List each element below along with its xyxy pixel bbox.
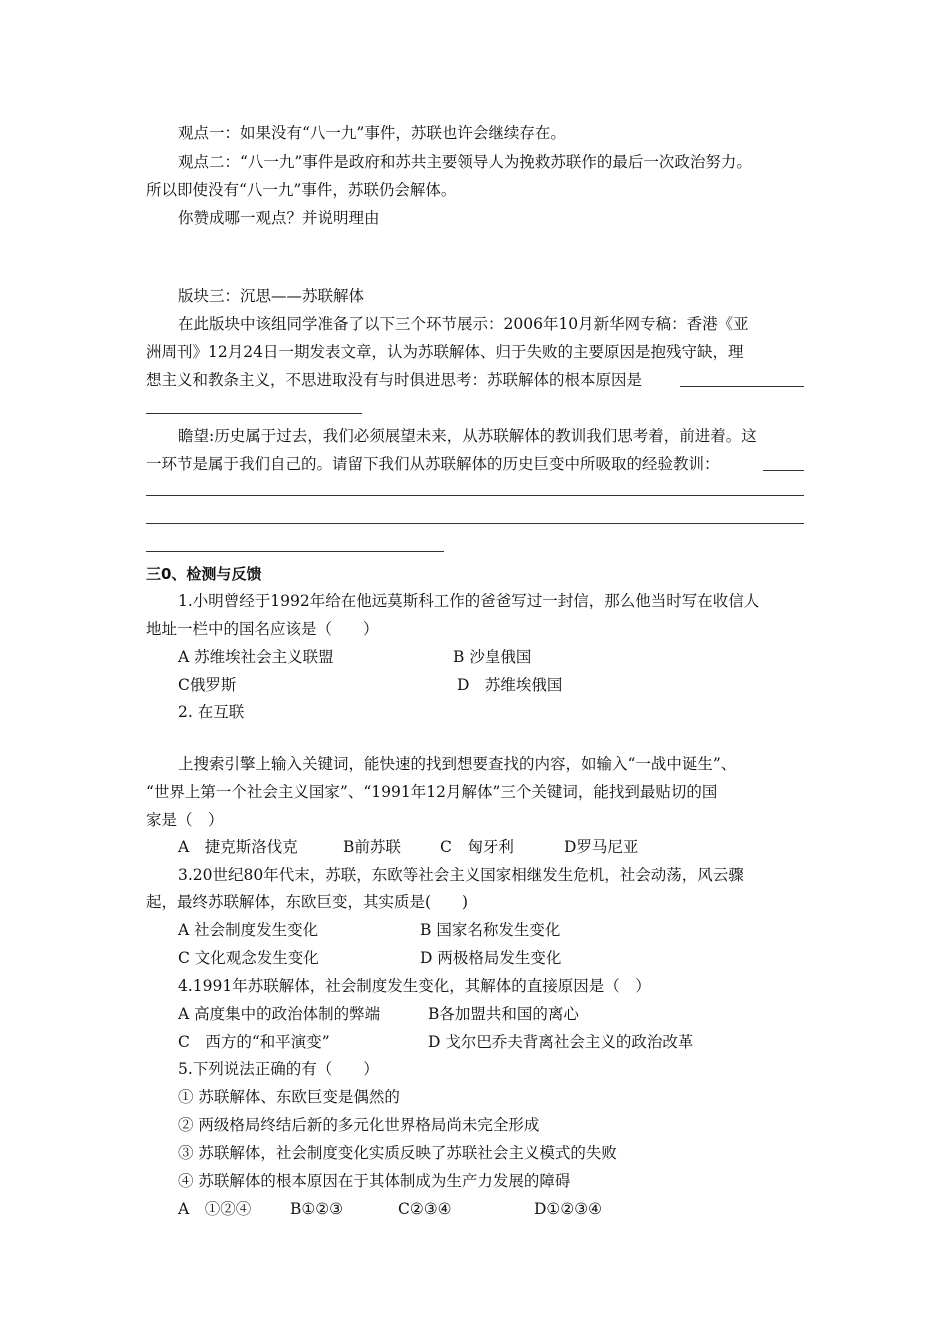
q2-option-d: D罗马尼亚	[564, 838, 639, 856]
viewpoint-two-line2: 所以即使没有“八一九”事件，苏联仍会解体。	[146, 181, 457, 199]
q5-statement-1: ① 苏联解体、东欧巨变是偶然的	[178, 1088, 400, 1106]
q1-option-a: A 苏维埃社会主义联盟	[178, 648, 334, 666]
q2-option-b: B前苏联	[343, 838, 401, 856]
q5-line1: 5.下列说法正确的有（ ）	[178, 1060, 379, 1078]
q1-option-b: B 沙皇俄国	[453, 648, 532, 666]
q1-line1: 1.小明曾经于1992年给在他远莫斯科工作的爸爸写过一封信，那么他当时写在收信人	[178, 592, 760, 610]
q4-option-d: D 戈尔巴乔夫背离社会主义的政治改革	[428, 1033, 694, 1051]
feedback-heading: 三0、检测与反馈	[146, 565, 262, 583]
section3-para2-line2: 一环节是属于我们自己的。请留下我们从苏联解体的历史巨变中所吸取的经验教训：	[146, 455, 720, 473]
answer-blank	[146, 413, 362, 414]
q1-line2: 地址一栏中的国名应该是（ ）	[146, 620, 379, 638]
q5-option-a: A ①②④	[178, 1200, 252, 1218]
q3-option-a: A 社会制度发生变化	[178, 921, 319, 939]
q2-option-a: A 捷克斯洛伐克	[178, 838, 298, 856]
q2-line0: 2. 在互联	[178, 703, 245, 721]
q5-option-c: C②③④	[398, 1200, 452, 1218]
q4-line1: 4.1991年苏联解体，社会制度发生变化，其解体的直接原因是（ ）	[178, 977, 651, 995]
q2-line2: “世界上第一个社会主义国家”、“1991年12月解体”三个关键词，能找到最贴切的国	[146, 783, 718, 801]
viewpoint-one: 观点一：如果没有“八一九”事件，苏联也许会继续存在。	[178, 124, 566, 142]
q3-line2: 起，最终苏联解体，东欧巨变，其实质是( )	[146, 893, 469, 911]
answer-blank	[146, 495, 804, 496]
q4-option-c: C 西方的“和平演变”	[178, 1033, 330, 1051]
q5-statement-2: ② 两级格局终结后新的多元化世界格局尚未完全形成	[178, 1116, 540, 1134]
answer-blank	[763, 470, 804, 471]
q2-option-c: C 匈牙利	[440, 838, 514, 856]
answer-blank	[680, 386, 804, 387]
section3-para2-line1: 瞻望:历史属于过去，我们必须展望未来，从苏联解体的教训我们思考着，前进着。这	[178, 427, 757, 445]
answer-blank	[146, 551, 444, 552]
section3-para1-line3: 想主义和教条主义，不思进取没有与时俱进思考：苏联解体的根本原因是	[146, 371, 643, 389]
q5-statement-4: ④ 苏联解体的根本原因在于其体制成为生产力发展的障碍	[178, 1172, 571, 1190]
q3-line1: 3.20世纪80年代末，苏联，东欧等社会主义国家相继发生危机，社会动荡，风云骤	[178, 866, 744, 884]
viewpoint-two-line1: 观点二：“八一九”事件是政府和苏共主要领导人为挽救苏联作的最后一次政治努力。	[178, 153, 752, 171]
section3-para1-line1: 在此版块中该组同学准备了以下三个环节展示：2006年10月新华网专稿：香港《亚	[178, 315, 749, 333]
q3-option-b: B 国家名称发生变化	[420, 921, 561, 939]
q3-option-d: D 两极格局发生变化	[420, 949, 562, 967]
q2-line1: 上搜索引擎上输入关键词，能快速的找到想要查找的内容，如输入“一战中诞生”、	[178, 755, 737, 773]
q4-option-a: A 高度集中的政治体制的弊端	[178, 1005, 381, 1023]
q1-option-c: C俄罗斯	[178, 676, 237, 694]
section3-title: 版块三：沉思——苏联解体	[178, 287, 365, 305]
q5-option-b: B①②③	[290, 1200, 344, 1218]
q2-line3: 家是（ ）	[146, 811, 224, 829]
viewpoint-question: 你赞成哪一观点？并说明理由	[178, 209, 380, 227]
q4-option-b: B各加盟共和国的离心	[428, 1005, 579, 1023]
q3-option-c: C 文化观念发生变化	[178, 949, 319, 967]
q5-statement-3: ③ 苏联解体，社会制度变化实质反映了苏联社会主义模式的失败	[178, 1144, 617, 1162]
section3-para1-line2: 洲周刊》12月24日一期发表文章，认为苏联解体、归于失败的主要原因是抱残守缺，理	[146, 343, 744, 361]
answer-blank	[146, 523, 804, 524]
q1-option-d: D 苏维埃俄国	[457, 676, 563, 694]
q5-option-d: D①②③④	[534, 1200, 603, 1218]
